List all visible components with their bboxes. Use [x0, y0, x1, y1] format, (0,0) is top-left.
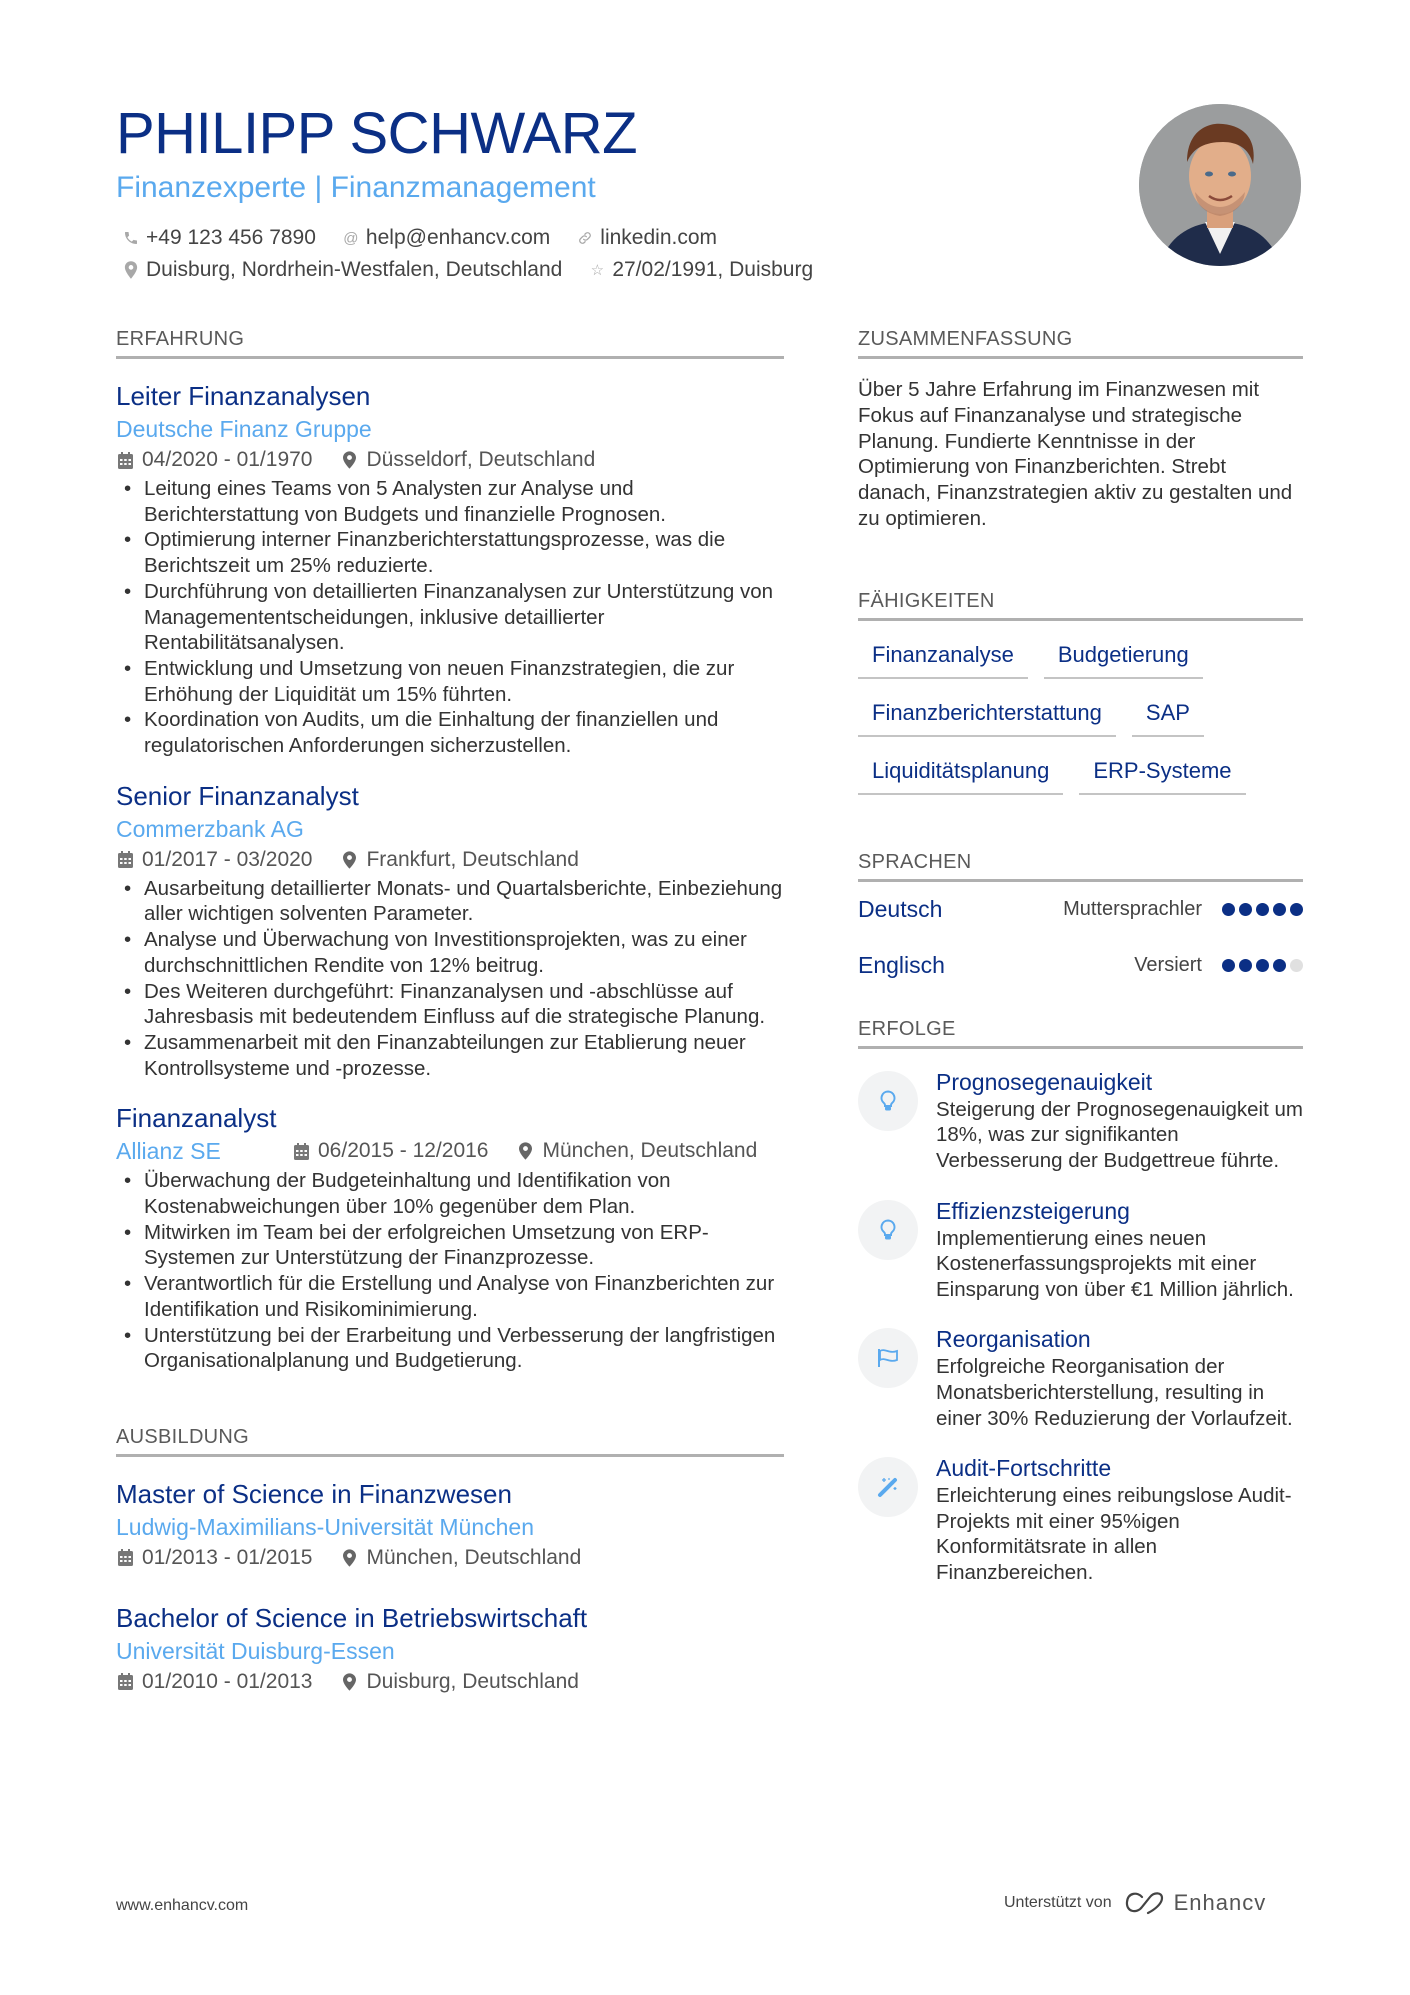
linkedin-value: linkedin.com [600, 226, 718, 249]
language-level: Versiert [1134, 954, 1202, 977]
achievement-description: Steigerung der Prognosegenauigkeit um 18%, was zur signifikanten Verbesserung der Budgettreue führte. [936, 1097, 1303, 1172]
lightbulb-icon [858, 1071, 918, 1131]
section-title-achievements: ERFOLGE [858, 1016, 1303, 1049]
magic-wand-icon [858, 1457, 918, 1517]
job-bullets [116, 1168, 784, 1374]
achievement-description: Erleichterung eines reibungslose Audit-Projekts mit einer 95%igen Konformitätsrate in allen Finanzbereichen. [936, 1484, 1292, 1584]
flag-icon [858, 1328, 918, 1388]
contact-location [122, 258, 562, 282]
location-text: Frankfurt, Deutschland [366, 847, 579, 871]
powered-by-label: Unterstützt von [1004, 1894, 1112, 1911]
dates-text: 01/2017 - 03/2020 [142, 847, 313, 871]
degree-title: Master of Science in Finanzwesen [116, 1478, 512, 1509]
right-column [858, 326, 1303, 1586]
calendar-icon [116, 1548, 134, 1568]
contact-birth [588, 258, 813, 282]
bullet-item: • Unterstützung bei der Erarbeitung und Verbesserung der langfristigen Organisationalplanung und Budgetierung. [116, 1323, 784, 1374]
bullet-item: • Leitung eines Teams von 5 Analysten zur Analyse und Berichterstattung von Budgets und finanzielle Prognosen. [116, 476, 784, 527]
contact-phone[interactable] [122, 226, 316, 250]
rating-dot-filled [1273, 903, 1286, 916]
education-dates [116, 1543, 312, 1573]
job-title: Leiter Finanzanalysen [116, 381, 371, 411]
location-pin-icon [516, 1141, 534, 1161]
job-bullets [116, 876, 784, 1082]
profile-photo [1139, 104, 1301, 266]
education-location [340, 1543, 581, 1573]
lightbulb-icon [858, 1200, 918, 1260]
skills-list [858, 635, 1303, 809]
brand-name: Enhancv [1173, 1890, 1267, 1915]
achievement-content [936, 1067, 1303, 1174]
contact-info [122, 222, 839, 286]
job-location [340, 445, 595, 475]
birth-value: 27/02/1991, Duisburg [612, 258, 814, 281]
skill-tag: Budgetierung [1044, 635, 1203, 679]
job-dates [292, 1136, 488, 1166]
skill-tag: Liquiditätsplanung [858, 751, 1063, 795]
education-location [340, 1667, 578, 1697]
rating-dot-filled [1256, 903, 1269, 916]
school-name: Universität Duisburg-Essen [116, 1637, 395, 1664]
star-icon: ☆ [590, 262, 605, 279]
location-pin-icon [340, 450, 358, 470]
calendar-icon [116, 1672, 134, 1692]
achievement-item [858, 1453, 1303, 1585]
at-icon: @ [343, 229, 359, 247]
rating-dot-filled [1239, 903, 1252, 916]
education-entry [116, 1477, 784, 1573]
location-pin-icon [340, 850, 358, 870]
achievement-content [936, 1453, 1303, 1585]
left-column [116, 326, 784, 1697]
achievement-title: Prognosegenauigkeit [936, 1068, 1153, 1095]
enhancv-logo-icon [1124, 1890, 1168, 1916]
rating-dot-empty [1290, 959, 1303, 972]
bullet-item: • Verantwortlich für die Erstellung und Analyse von Finanzberichten zur Identifikation und Risikominimierung. [116, 1271, 784, 1322]
language-rating [1218, 959, 1303, 972]
achievement-title: Effizienzsteigerung [936, 1197, 1130, 1224]
skill-tag: Finanzberichterstattung [858, 693, 1116, 737]
language-name: Deutsch [858, 896, 943, 923]
bullet-item: • Koordination von Audits, um die Einhaltung der finanziellen und regulatorischen Anforderungen sicherzustellen. [116, 707, 784, 758]
location-pin-icon [122, 261, 140, 279]
bullet-item: • Entwicklung und Umsetzung von neuen Finanzstrategien, die zur Erhöhung der Liquidität um 15% führten. [116, 656, 784, 707]
education-meta [116, 1543, 784, 1573]
email-value: help@enhancv.com [365, 226, 551, 249]
contact-row [122, 222, 839, 254]
location-text: München, Deutschland [542, 1139, 758, 1163]
location-text: Duisburg, Deutschland [366, 1669, 579, 1693]
job-dates [116, 445, 312, 475]
contact-row [122, 254, 839, 286]
language-level: Muttersprachler [1063, 898, 1202, 921]
bullet-item: • Durchführung von detaillierten Finanzanalysen zur Unterstützung von Managemententscheidungen, inklusive detaillierter Rentabilitätsanalysen. [116, 579, 784, 656]
calendar-icon [116, 850, 134, 870]
dates-text: 06/2015 - 12/2016 [318, 1139, 489, 1163]
achievement-description: Erfolgreiche Reorganisation der Monatsberichterstellung, resulting in einer 30% Reduzierung der Vorlaufzeit. [936, 1355, 1293, 1430]
bullet-item: • Analyse und Überwachung von Investitionsprojekten, was zu einer durchschnittlichen Rendite von 12% beitrug. [116, 927, 784, 978]
rating-dot-filled [1273, 959, 1286, 972]
summary-text: Über 5 Jahre Erfahrung im Finanzwesen mit Fokus auf Finanzanalyse und strategische Planung. Fundierte Kenntnisse in der Optimierung von Finanzberichten. Strebt danach, Finanzstrategien aktiv zu gestalten und zu optimieren. [858, 378, 1293, 530]
achievement-description: Implementierung eines neuen Kostenerfassungsprojekts mit einer Einsparung von über €1 Million jährlich. [936, 1226, 1294, 1301]
language-item [858, 882, 1303, 938]
link-icon [576, 229, 594, 247]
location-pin-icon [340, 1548, 358, 1568]
location-text: Düsseldorf, Deutschland [366, 448, 596, 471]
section-title-summary: ZUSAMMENFASSUNG [858, 326, 1303, 359]
candidate-headline: Finanzexperte | Finanzmanagement [116, 171, 596, 204]
company-name: Allianz SE [116, 1138, 221, 1165]
dates-text: 04/2020 - 01/1970 [142, 448, 313, 471]
bullet-item: • Ausarbeitung detaillierter Monats- und Quartalsberichte, Einbeziehung aller wichtigen solventen Parameter. [116, 876, 784, 927]
calendar-icon [292, 1141, 310, 1161]
bullet-item: • Des Weiteren durchgeführt: Finanzanalysen und -abschlüsse auf Jahresbasis mit bedeutendem Einfluss auf die strategische Planung. [116, 979, 784, 1030]
dates-text: 01/2010 - 01/2013 [142, 1669, 313, 1693]
contact-linkedin[interactable] [576, 226, 717, 250]
section-title-experience: ERFAHRUNG [116, 326, 784, 359]
footer-branding [1004, 1890, 1266, 1916]
language-item [858, 938, 1303, 994]
location-text: München, Deutschland [366, 1545, 582, 1569]
bullet-item: • Mitwirken im Team bei der erfolgreichen Umsetzung von ERP-Systemen zur Unterstützung der Finanzprozesse. [116, 1220, 784, 1271]
achievement-content [936, 1196, 1303, 1303]
company-name: Deutsche Finanz Gruppe [116, 416, 372, 442]
school-name: Ludwig-Maximilians-Universität München [116, 1513, 534, 1540]
skill-tag: ERP-Systeme [1079, 751, 1245, 795]
language-rating [1218, 903, 1303, 916]
section-title-languages: SPRACHEN [858, 849, 1303, 882]
job-dates [116, 845, 312, 875]
achievement-item [858, 1324, 1303, 1431]
calendar-icon [116, 450, 134, 470]
section-title-education: AUSBILDUNG [116, 1424, 784, 1457]
contact-email[interactable] [342, 226, 550, 250]
bullet-item: • Überwachung der Budgeteinhaltung und Identifikation von Kostenabweichungen über 10% gegenüber dem Plan. [116, 1168, 784, 1219]
rating-dot-filled [1256, 959, 1269, 972]
rating-dot-filled [1290, 903, 1303, 916]
bullet-item: • Zusammenarbeit mit den Finanzabteilungen zur Etablierung neuer Kontrollsysteme und -prozesse. [116, 1030, 784, 1081]
experience-entry [116, 779, 784, 1082]
skill-tag: SAP [1132, 693, 1204, 737]
degree-title: Bachelor of Science in Betriebswirtschaft [116, 1602, 588, 1633]
job-location [340, 845, 578, 875]
job-meta [292, 1136, 757, 1166]
experience-entry [116, 1101, 784, 1374]
rating-dot-filled [1239, 959, 1252, 972]
candidate-name: PHILIPP SCHWARZ [116, 101, 638, 166]
phone-value: +49 123 456 7890 [146, 226, 316, 249]
job-title: Senior Finanzanalyst [116, 780, 359, 811]
language-name: Englisch [858, 952, 945, 979]
job-meta [116, 845, 784, 875]
education-entry [116, 1601, 784, 1697]
job-meta [116, 445, 784, 475]
location-pin-icon [340, 1672, 358, 1692]
phone-icon [122, 229, 140, 247]
company-meta-row [116, 1135, 784, 1167]
skill-tag: Finanzanalyse [858, 635, 1028, 679]
location-value: Duisburg, Nordrhein-Westfalen, Deutschland [146, 258, 563, 281]
achievement-title: Reorganisation [936, 1326, 1091, 1353]
education-meta [116, 1667, 784, 1697]
footer-website[interactable]: www.enhancv.com [116, 1897, 249, 1914]
company-name: Commerzbank AG [116, 815, 304, 842]
experience-entry [116, 379, 784, 759]
job-location [516, 1136, 757, 1166]
achievement-title: Audit-Fortschritte [936, 1455, 1112, 1482]
rating-dot-filled [1222, 959, 1235, 972]
job-bullets [116, 476, 784, 759]
achievement-item [858, 1196, 1303, 1303]
achievement-item [858, 1067, 1303, 1174]
education-dates [116, 1667, 312, 1697]
dates-text: 01/2013 - 01/2015 [142, 1545, 313, 1569]
rating-dot-filled [1222, 903, 1235, 916]
job-title: Finanzanalyst [116, 1103, 277, 1134]
achievement-content [936, 1324, 1303, 1431]
section-title-skills: FÄHIGKEITEN [858, 588, 1303, 621]
bullet-item: • Optimierung interner Finanzberichterstattungsprozesse, was die Berichtszeit um 25% reduzierte. [116, 527, 784, 578]
